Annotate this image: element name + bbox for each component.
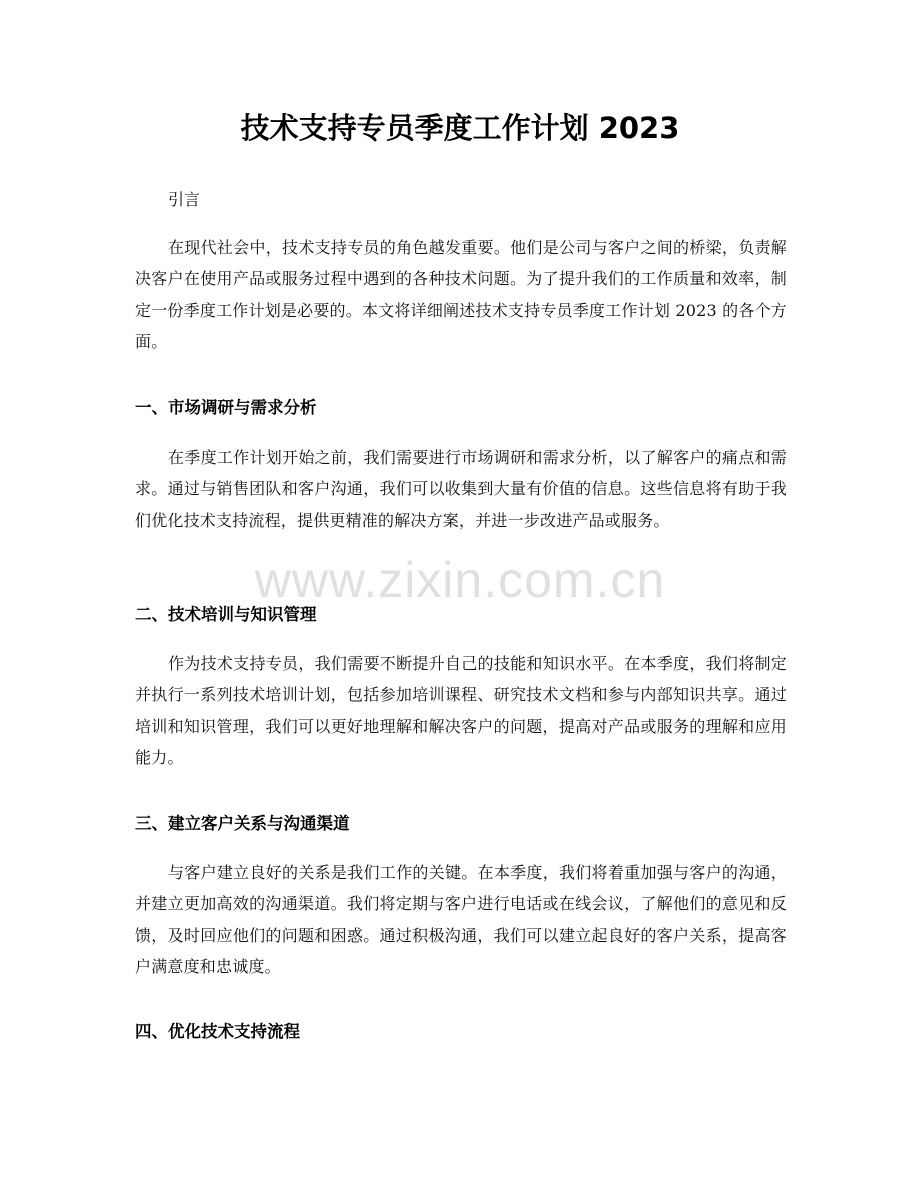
document-title: 技术支持专员季度工作计划 2023 (240, 111, 680, 145)
watermark: www.zixin.com.cn (254, 552, 666, 608)
section-heading-1: 一、市场调研与需求分析 (135, 398, 317, 417)
section-heading-3: 三、建立客户关系与沟通渠道 (135, 814, 350, 833)
section-heading-4: 四、优化技术支持流程 (135, 1022, 300, 1041)
section-heading-2: 二、技术培训与知识管理 (135, 605, 317, 624)
section-paragraph-3: 与客户建立良好的关系是我们工作的关键。在本季度，我们将着重加强与客户的沟通，并建立更加高效的沟通渠道。我们将定期与客户进行电话或在线会议，了解他们的意见和反馈，及时回应他们的问题和困惑。通过积极沟通，我们可以建立起良好的客户关系，提高客户满意度和忠诚度。 (135, 863, 787, 976)
section-paragraph-2: 作为技术支持专员，我们需要不断提升自己的技能和知识水平。在本季度，我们将制定并执行一系列技术培训计划，包括参加培训课程、研究技术文档和参与内部知识共享。通过培训和知识管理，我们可以更好地理解和解决客户的问题，提高对产品或服务的理解和应用能力。 (135, 654, 787, 767)
intro-paragraph: 在现代社会中，技术支持专员的角色越发重要。他们是公司与客户之间的桥梁，负责解决客户在使用产品或服务过程中遇到的各种技术问题。为了提升我们的工作质量和效率，制定一份季度工作计划是必要的。本文将详细阐述技术支持专员季度工作计划 2023 的各个方面。 (135, 238, 787, 351)
intro-label: 引言 (168, 190, 201, 209)
section-paragraph-1: 在季度工作计划开始之前，我们需要进行市场调研和需求分析，以了解客户的痛点和需求。通过与销售团队和客户沟通，我们可以收集到大量有价值的信息。这些信息将有助于我们优化技术支持流程，提供更精准的解决方案，并进一步改进产品或服务。 (135, 448, 787, 530)
